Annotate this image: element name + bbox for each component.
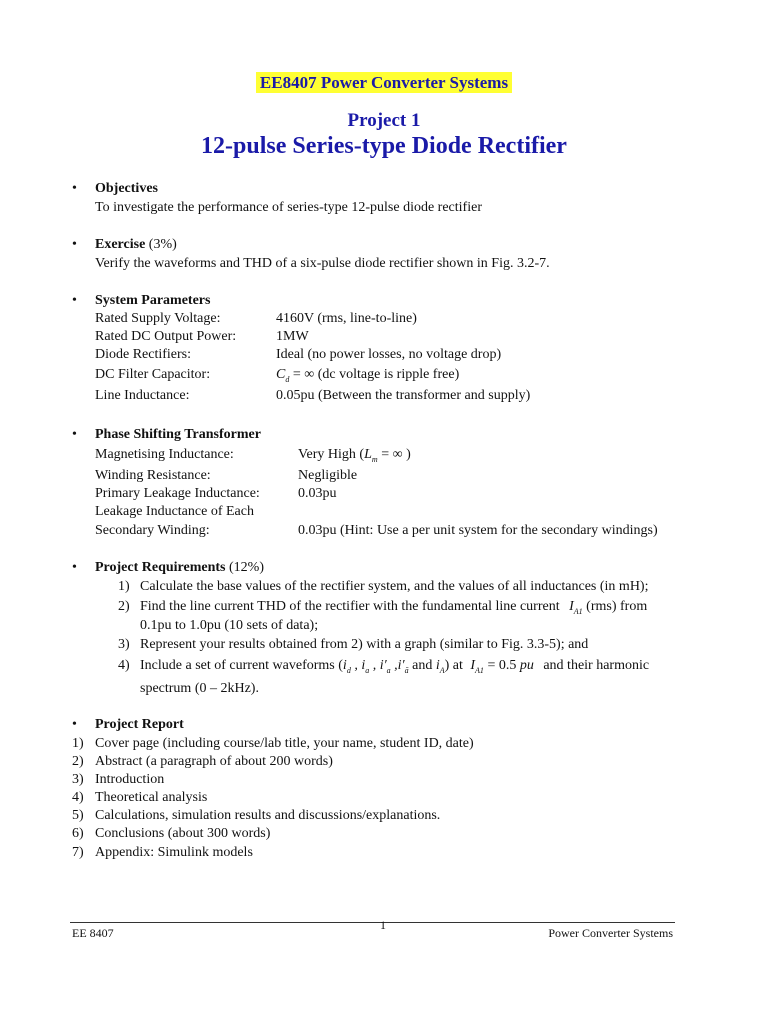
math-cd: $C_d$ xyxy=(276,367,290,384)
bullet: • xyxy=(72,293,77,308)
list-item: Calculate the base values of the rectifier system, and the values of all inductances (in mH); xyxy=(140,579,649,594)
system-label: DC Filter Capacitor: xyxy=(95,367,211,382)
list-item: Introduction xyxy=(95,772,165,787)
system-value-capacitor: $C_d$ = ∞ (dc voltage is ripple free) xyxy=(276,367,460,384)
transformer-label: Magnetising Inductance: xyxy=(95,447,234,462)
list-item: Cover page (including course/lab title, your name, student ID, date) xyxy=(95,736,474,751)
transformer-label: Secondary Winding: xyxy=(95,523,210,538)
footer-title: Power Converter Systems xyxy=(548,926,673,940)
list-number: 3) xyxy=(118,637,130,652)
footer-rule xyxy=(70,922,675,923)
list-number: 4) xyxy=(118,658,130,673)
bullet: • xyxy=(72,717,77,732)
list-item-continuation: spectrum (0 – 2kHz). xyxy=(140,681,259,696)
requirements-weight: (12%) xyxy=(229,560,264,575)
page-number: 1 xyxy=(380,918,386,932)
list-item: Conclusions (about 300 words) xyxy=(95,826,271,841)
transformer-value-magnetising: Very High ($L_m$ = ∞ ) xyxy=(298,447,411,464)
math-currents: $i_d$ , $i_a$ , $i'_a$ $,i'_ā$ xyxy=(342,658,409,675)
requirements-heading: Project Requirements xyxy=(95,560,226,575)
math-ia1: $I_{A1}$ xyxy=(569,599,583,616)
list-item: Represent your results obtained from 2) with a graph (similar to Fig. 3.3-5); and xyxy=(140,637,589,652)
objectives-text: To investigate the performance of series-type 12-pulse diode rectifier xyxy=(95,200,482,215)
list-number: 1) xyxy=(118,579,130,594)
objectives-heading: Objectives xyxy=(95,181,158,196)
system-value: 4160V (rms, line-to-line) xyxy=(276,311,417,326)
list-number: 6) xyxy=(72,826,84,841)
exercise-heading-line xyxy=(95,236,177,254)
system-label: Diode Rectifiers: xyxy=(95,347,192,362)
list-item: Appendix: Simulink models xyxy=(95,845,253,860)
bullet: • xyxy=(72,427,77,442)
list-number: 2) xyxy=(72,754,84,769)
system-value: Ideal (no power losses, no voltage drop) xyxy=(276,347,502,362)
list-item-continuation: 0.1pu to 1.0pu (10 sets of data); xyxy=(140,618,319,633)
requirements-heading-line xyxy=(95,559,264,577)
math-ia: $i_A$ xyxy=(435,658,445,675)
report-heading: Project Report xyxy=(95,717,184,732)
list-item: Calculations, simulation results and discussions/explanations. xyxy=(95,808,441,823)
exercise-heading: Exercise xyxy=(95,237,146,252)
system-heading: System Parameters xyxy=(95,293,211,308)
math-ia1-value: $I_{A1}$ xyxy=(470,658,484,675)
list-number: 2) xyxy=(118,599,130,614)
transformer-value: 0.03pu (Hint: Use a per unit system for the secondary windings) xyxy=(298,523,658,538)
course-title: EE8407 Power Converter Systems xyxy=(0,72,768,94)
system-label: Line Inductance: xyxy=(95,388,190,403)
bullet: • xyxy=(72,237,77,252)
system-value: 0.05pu (Between the transformer and supply) xyxy=(276,388,531,403)
system-label: Rated DC Output Power: xyxy=(95,329,237,344)
list-number: 7) xyxy=(72,845,84,860)
list-number: 4) xyxy=(72,790,84,805)
transformer-value: Negligible xyxy=(298,468,358,483)
transformer-label: Primary Leakage Inductance: xyxy=(95,486,260,501)
exercise-weight: (3%) xyxy=(148,237,177,252)
system-label: Rated Supply Voltage: xyxy=(95,311,221,326)
footer-course: EE 8407 xyxy=(72,926,114,940)
transformer-label: Leakage Inductance of Each xyxy=(95,504,254,519)
list-item: Find the line current THD of the rectifier with the fundamental line current $I_{A1}$ (rms) from xyxy=(140,599,648,616)
transformer-label: Winding Resistance: xyxy=(95,468,211,483)
math-lm: $L_m$ xyxy=(364,447,378,464)
list-item: Abstract (a paragraph of about 200 words) xyxy=(95,754,333,769)
list-number: 1) xyxy=(72,736,84,751)
project-number: Project 1 xyxy=(347,110,421,131)
page-title: 12-pulse Series-type Diode Rectifier xyxy=(201,133,567,159)
list-item: Include a set of current waveforms ($i_d$ , $i_a$ , $i'_a$ $,i'_ā$ and $i_A$) at $I_{A1} = 0.5$ pu and their harmonic xyxy=(140,658,650,675)
list-item: Theoretical analysis xyxy=(95,790,208,805)
transformer-value: 0.03pu xyxy=(298,486,337,501)
transformer-heading: Phase Shifting Transformer xyxy=(95,427,261,442)
list-number: 3) xyxy=(72,772,84,787)
bullet: • xyxy=(72,181,77,196)
system-value: 1MW xyxy=(276,329,309,344)
list-number: 5) xyxy=(72,808,84,823)
bullet: • xyxy=(72,560,77,575)
exercise-text: Verify the waveforms and THD of a six-pulse diode rectifier shown in Fig. 3.2-7. xyxy=(95,256,550,271)
